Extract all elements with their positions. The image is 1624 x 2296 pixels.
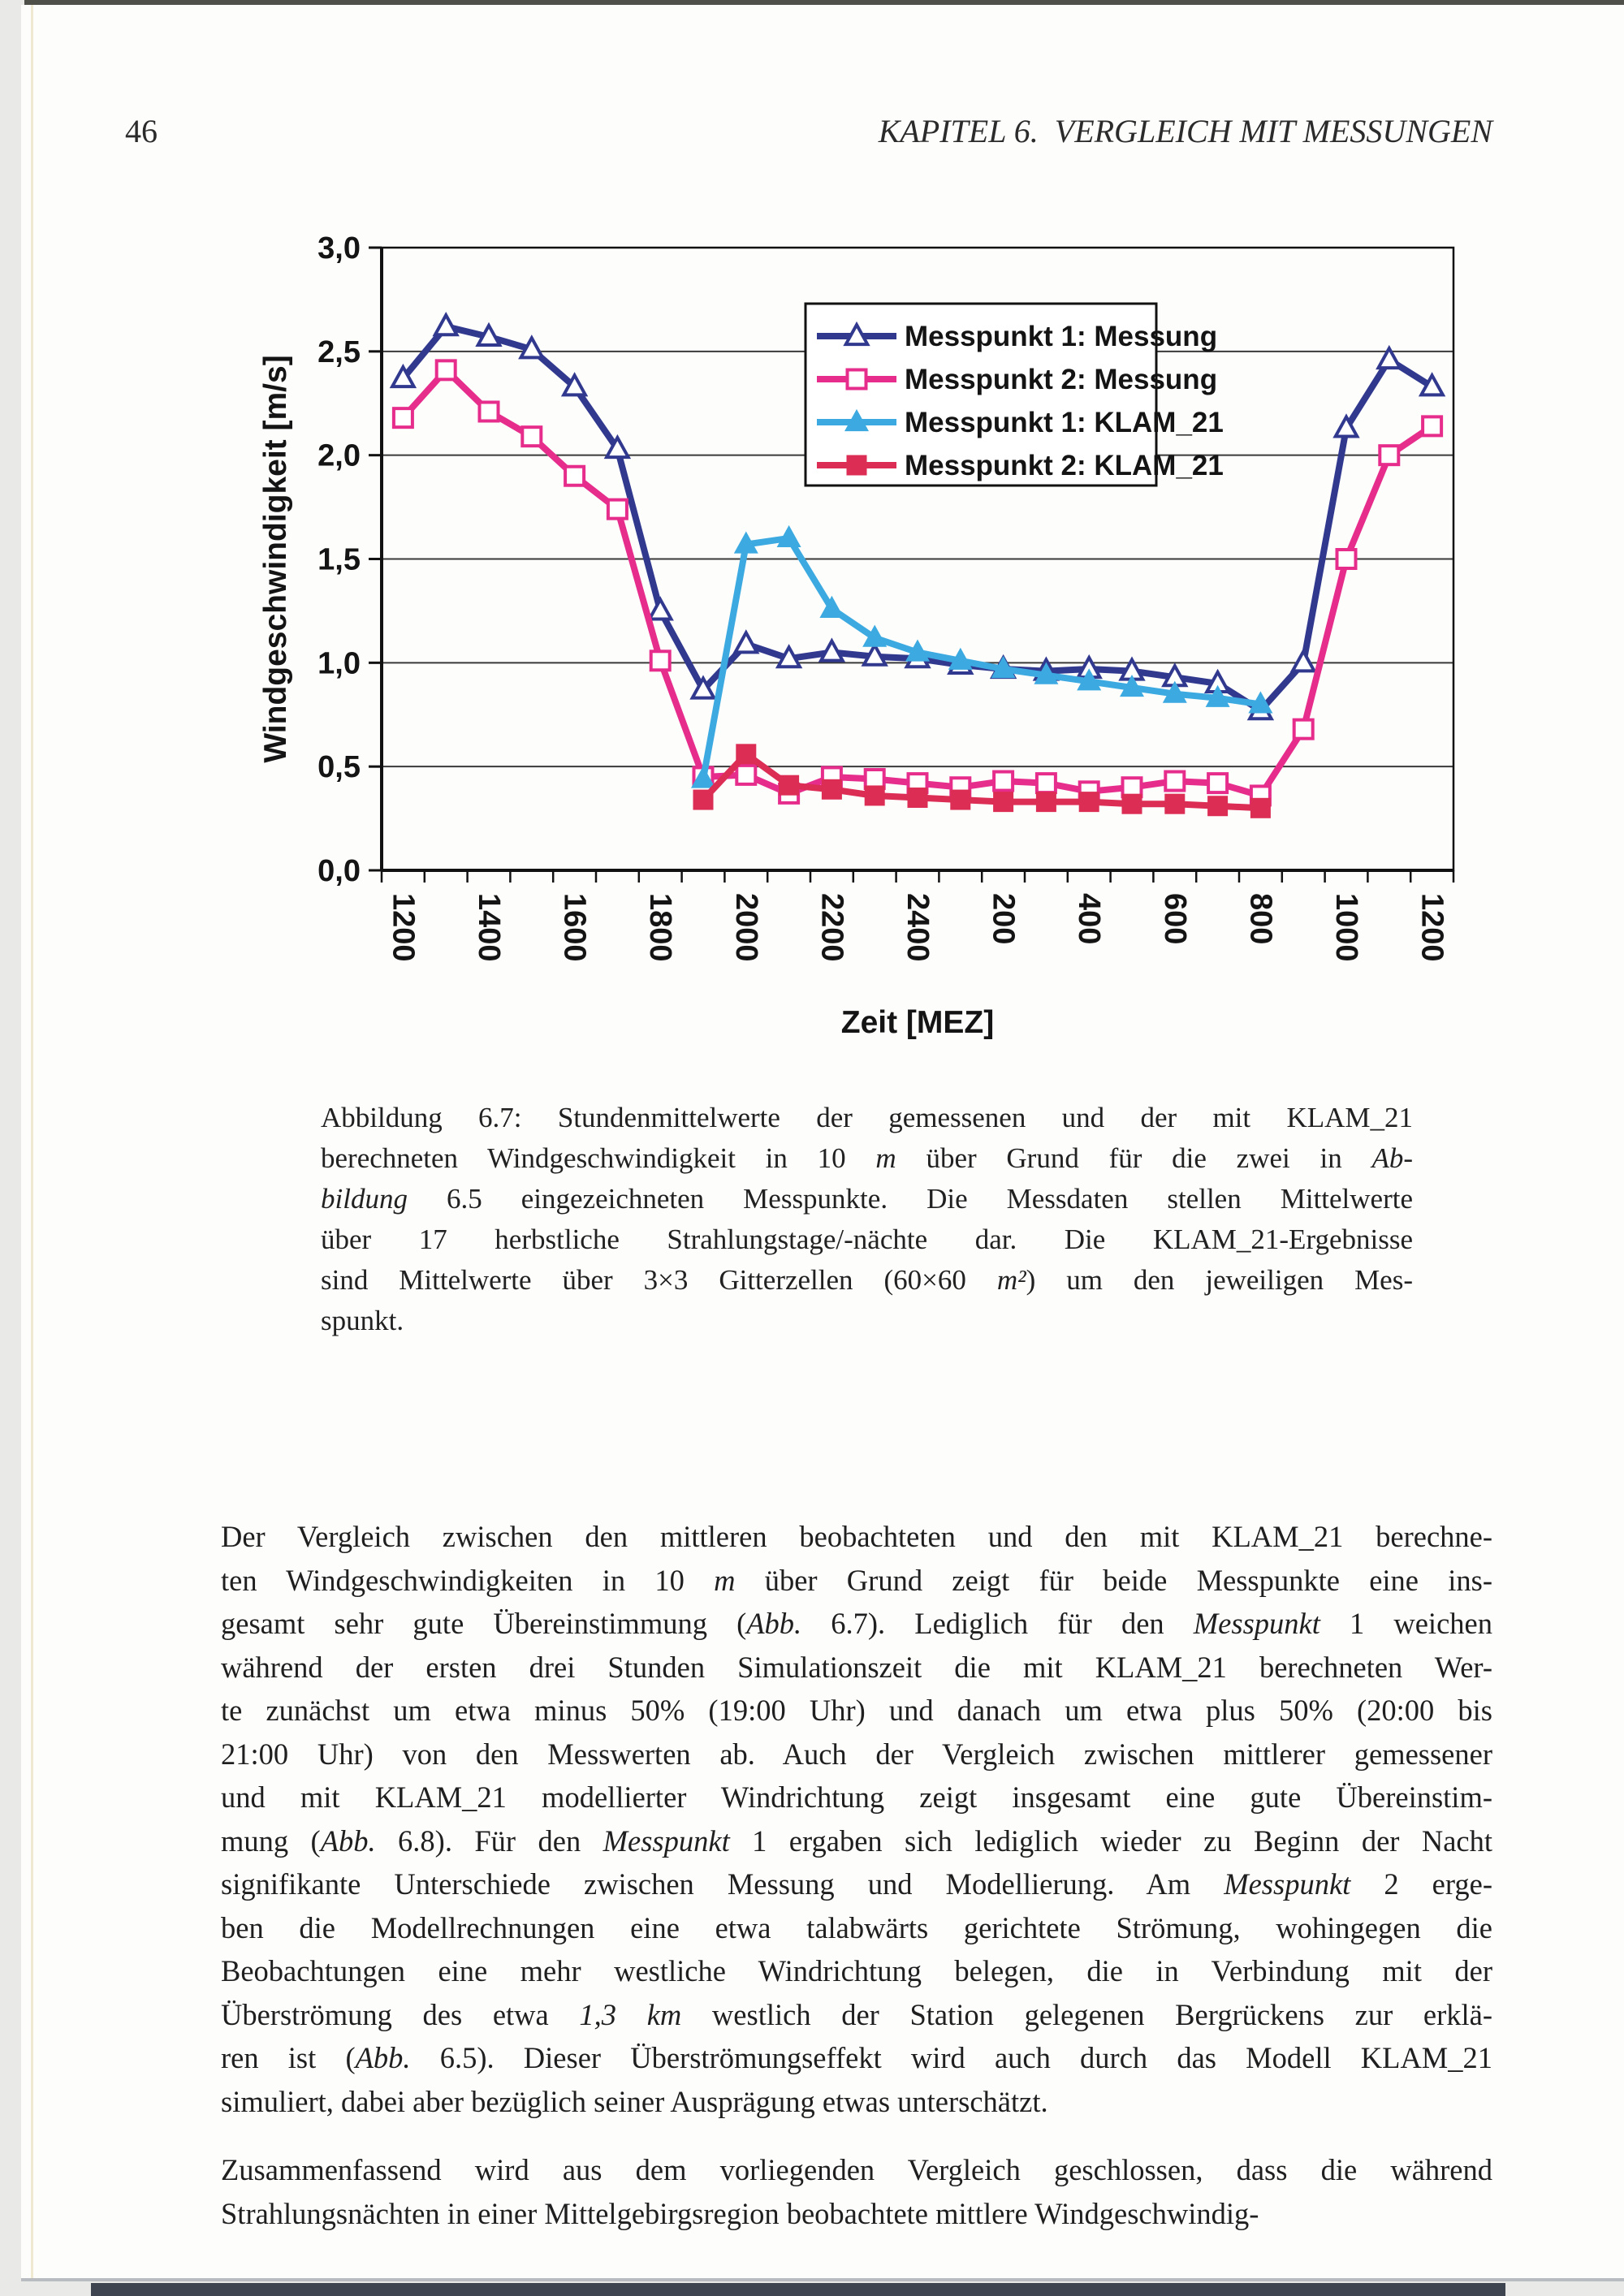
figure-caption <box>321 1098 1413 1341</box>
text-segment: gesamt sehr gute Übereinstimmung ( <box>221 1607 747 1640</box>
series-0-marker <box>650 599 672 619</box>
series-1-marker <box>608 500 627 519</box>
x-tick-label: 400 <box>1072 893 1107 945</box>
text-segment: 6.7). Lediglich für den <box>801 1607 1194 1640</box>
text-line <box>221 2148 1492 2192</box>
x-tick-label: 1800 <box>643 893 678 962</box>
series-3-marker <box>1037 792 1056 811</box>
series-3-marker <box>1080 792 1099 811</box>
series-1-marker <box>394 408 412 427</box>
series-3-marker <box>736 744 755 763</box>
x-axis-title: Zeit [MEZ] <box>840 1005 995 1040</box>
text-line <box>221 1689 1492 1733</box>
text-line <box>221 1819 1492 1863</box>
wind-speed-line-chart <box>203 203 1518 1072</box>
series-1-marker <box>1294 720 1313 739</box>
text-segment: Überströmung des etwa <box>221 1997 580 2031</box>
italic-text-segment: Messpunkt <box>1193 1607 1320 1640</box>
text-line <box>221 1776 1492 1819</box>
series-1-marker <box>480 402 499 421</box>
text-segment: te zunächst um etwa minus 50% (19:00 Uhr) und danach um etwa plus 50% (20:00 bis <box>221 1694 1492 1727</box>
series-3-marker <box>909 788 927 807</box>
text-line <box>221 1993 1492 2037</box>
scan-edge-top <box>24 0 1624 5</box>
text-line <box>321 1219 1413 1260</box>
y-axis-title: Windgeschwindigkeit [m/s] <box>258 355 293 763</box>
series-0-marker <box>435 315 457 334</box>
italic-text-segment: bildung <box>321 1183 408 1215</box>
series-1-marker <box>565 467 584 486</box>
page-number: 46 <box>125 113 158 149</box>
italic-text-segment: Ab- <box>1371 1142 1414 1174</box>
text-line <box>221 2192 1492 2236</box>
text-segment: mung ( <box>221 1823 321 1858</box>
italic-text-segment: m <box>714 1563 736 1597</box>
text-segment: über Grund zeigt für beide Messpunkte eine ins- <box>735 1563 1492 1597</box>
text-line <box>221 1733 1492 1776</box>
italic-text-segment: Messpunkt <box>603 1823 730 1858</box>
text-segment: 2 erge- <box>1350 1867 1492 1901</box>
text-segment: 6.8). Für den <box>375 1823 603 1858</box>
page-bottom-shadow <box>21 2278 1624 2281</box>
y-tick-label: 3,0 <box>317 231 361 265</box>
text-segment: westlich der Station gelegenen Bergrückens zur erklä- <box>681 1997 1493 2031</box>
y-tick-label: 2,0 <box>317 438 361 473</box>
series-1-marker <box>1208 774 1227 792</box>
series-3-marker <box>823 780 841 799</box>
text-segment: signifikante Unterschiede zwischen Messung und Modellierung. Am <box>221 1867 1224 1901</box>
y-tick-label: 0,5 <box>317 750 361 785</box>
x-tick-label: 800 <box>1243 893 1278 945</box>
x-tick-label: 200 <box>986 893 1021 945</box>
x-tick-label: 1400 <box>472 893 506 962</box>
text-segment: 21:00 Uhr) von den Messwerten ab. Auch der Vergleich zwischen mittlerer gemessener <box>221 1737 1492 1771</box>
text-segment: ) um den jeweiligen Mes- <box>1026 1264 1413 1296</box>
text-line <box>221 1949 1492 1993</box>
series-3-marker <box>1165 795 1184 814</box>
text-line <box>221 1602 1492 1646</box>
y-tick-label: 0,0 <box>317 854 361 888</box>
italic-text-segment: m <box>875 1142 896 1174</box>
scan-edge-bottom <box>91 2283 1505 2296</box>
text-segment: ben die Modellrechnungen eine etwa talabwärts gerichtete Strömung, wohingegen die <box>221 1910 1492 1944</box>
x-tick-label: 1200 <box>1415 893 1449 962</box>
text-segment: Strahlungsnächten in einer Mittelgebirgsregion beobachtete mittlere Windgeschwindig- <box>221 2196 1259 2230</box>
text-segment: über 17 herbstliche Strahlungstage/-nächte dar. Die KLAM_21-Ergebnisse <box>321 1224 1413 1255</box>
legend-marker-square-filled <box>848 456 866 475</box>
text-line <box>321 1138 1413 1179</box>
series-3-marker <box>1251 799 1270 818</box>
text-segment: spunkt. <box>321 1305 404 1336</box>
series-0-marker <box>736 632 758 652</box>
text-line <box>221 1906 1492 1950</box>
body-paragraph-2 <box>221 2148 1492 2235</box>
series-3-marker <box>866 786 884 805</box>
x-tick-label: 1000 <box>1329 893 1363 962</box>
legend-label: Messpunkt 2: Messung <box>905 364 1218 395</box>
series-1-marker <box>1380 446 1398 464</box>
series-1-marker <box>1423 416 1441 435</box>
legend-label: Messpunkt 2: KLAM_21 <box>905 450 1224 481</box>
text-segment: während der ersten drei Stunden Simulationszeit die mit KLAM_21 berechneten Wer- <box>221 1650 1492 1684</box>
series-1-marker <box>1165 772 1184 791</box>
text-line <box>221 2036 1492 2080</box>
text-segment: Abbildung 6.7: Stundenmittelwerte der gemessenen und der mit KLAM_21 <box>321 1102 1413 1133</box>
series-3-marker <box>694 791 713 809</box>
italic-text-segment: Abb. <box>355 2041 411 2074</box>
italic-text-segment: m² <box>996 1264 1026 1296</box>
text-segment: Der Vergleich zwischen den mittleren beobachteten und den mit KLAM_21 berechne- <box>221 1520 1492 1553</box>
text-segment: und mit KLAM_21 modellierter Windrichtung zeigt insgesamt eine gute Übereinstim- <box>221 1780 1492 1814</box>
text-line <box>321 1301 1413 1341</box>
text-segment: Zusammenfassend wird aus dem vorliegenden Vergleich geschlossen, dass die während <box>221 2153 1492 2186</box>
text-segment: 6.5 eingezeichneten Messpunkte. Die Messdaten stellen Mittelwerte <box>407 1183 1413 1215</box>
x-tick-label: 1600 <box>557 893 592 962</box>
text-segment: 1 ergaben sich lediglich wieder zu Beginn der Nacht <box>729 1823 1493 1858</box>
page-fold-line <box>31 5 33 2278</box>
text-segment: berechneten Windgeschwindigkeit in 10 <box>321 1142 876 1174</box>
x-tick-label: 2200 <box>814 893 849 962</box>
series-3-marker <box>780 776 798 795</box>
text-line <box>221 1559 1492 1603</box>
text-line <box>221 1646 1492 1690</box>
text-segment: ren ist ( <box>221 2041 356 2074</box>
x-tick-label: 2000 <box>728 893 763 962</box>
legend-label: Messpunkt 1: Messung <box>905 321 1218 352</box>
series-1-marker <box>522 427 541 446</box>
legend-marker-square-open <box>848 370 866 389</box>
italic-text-segment: 1,3 km <box>579 1997 682 2031</box>
text-line <box>221 1515 1492 1559</box>
series-1-marker <box>994 772 1013 791</box>
y-tick-label: 2,5 <box>317 334 361 369</box>
body-paragraph-1 <box>221 1515 1492 2123</box>
legend-label: Messpunkt 1: KLAM_21 <box>905 407 1224 438</box>
text-segment: Beobachtungen eine mehr westliche Windrichtung belegen, die in Verbindung mit der <box>221 1954 1492 1987</box>
series-1-marker <box>1037 774 1056 792</box>
text-line <box>321 1098 1413 1138</box>
series-3-marker <box>1208 796 1227 815</box>
text-line <box>221 1862 1492 1906</box>
text-line <box>221 2080 1492 2124</box>
chapter-running-header: KAPITEL 6. VERGLEICH MIT MESSUNGEN <box>878 113 1492 149</box>
text-segment: 6.5). Dieser Überströmungseffekt wird auch durch das Modell KLAM_21 <box>410 2041 1493 2074</box>
y-tick-label: 1,5 <box>317 542 361 577</box>
x-tick-label: 600 <box>1157 893 1192 945</box>
series-1-marker <box>651 651 670 670</box>
series-1-marker <box>1337 550 1356 568</box>
y-tick-label: 1,0 <box>317 646 361 681</box>
text-line <box>321 1260 1413 1301</box>
text-segment: ten Windgeschwindigkeiten in 10 <box>221 1563 715 1597</box>
text-line <box>321 1179 1413 1219</box>
series-3-marker <box>1123 795 1142 814</box>
series-0-marker <box>1293 651 1315 671</box>
series-3-marker <box>951 791 970 809</box>
italic-text-segment: Abb. <box>746 1607 802 1640</box>
series-1-marker <box>736 766 755 784</box>
series-1-marker <box>437 360 456 379</box>
text-segment: über Grund für die zwei in <box>896 1142 1372 1174</box>
x-tick-label: 1200 <box>386 893 421 962</box>
series-3-marker <box>994 792 1013 811</box>
italic-text-segment: Abb. <box>320 1823 376 1858</box>
text-segment: 1 weichen <box>1320 1607 1492 1640</box>
figure-6-7-chart <box>203 203 1518 1072</box>
x-tick-label: 2400 <box>901 893 935 962</box>
text-segment: simuliert, dabei aber bezüglich seiner Ausprägung etwas unterschätzt. <box>221 2084 1048 2118</box>
text-segment: sind Mittelwerte über 3×3 Gitterzellen (60×60 <box>321 1264 997 1296</box>
italic-text-segment: Messpunkt <box>1224 1867 1351 1901</box>
